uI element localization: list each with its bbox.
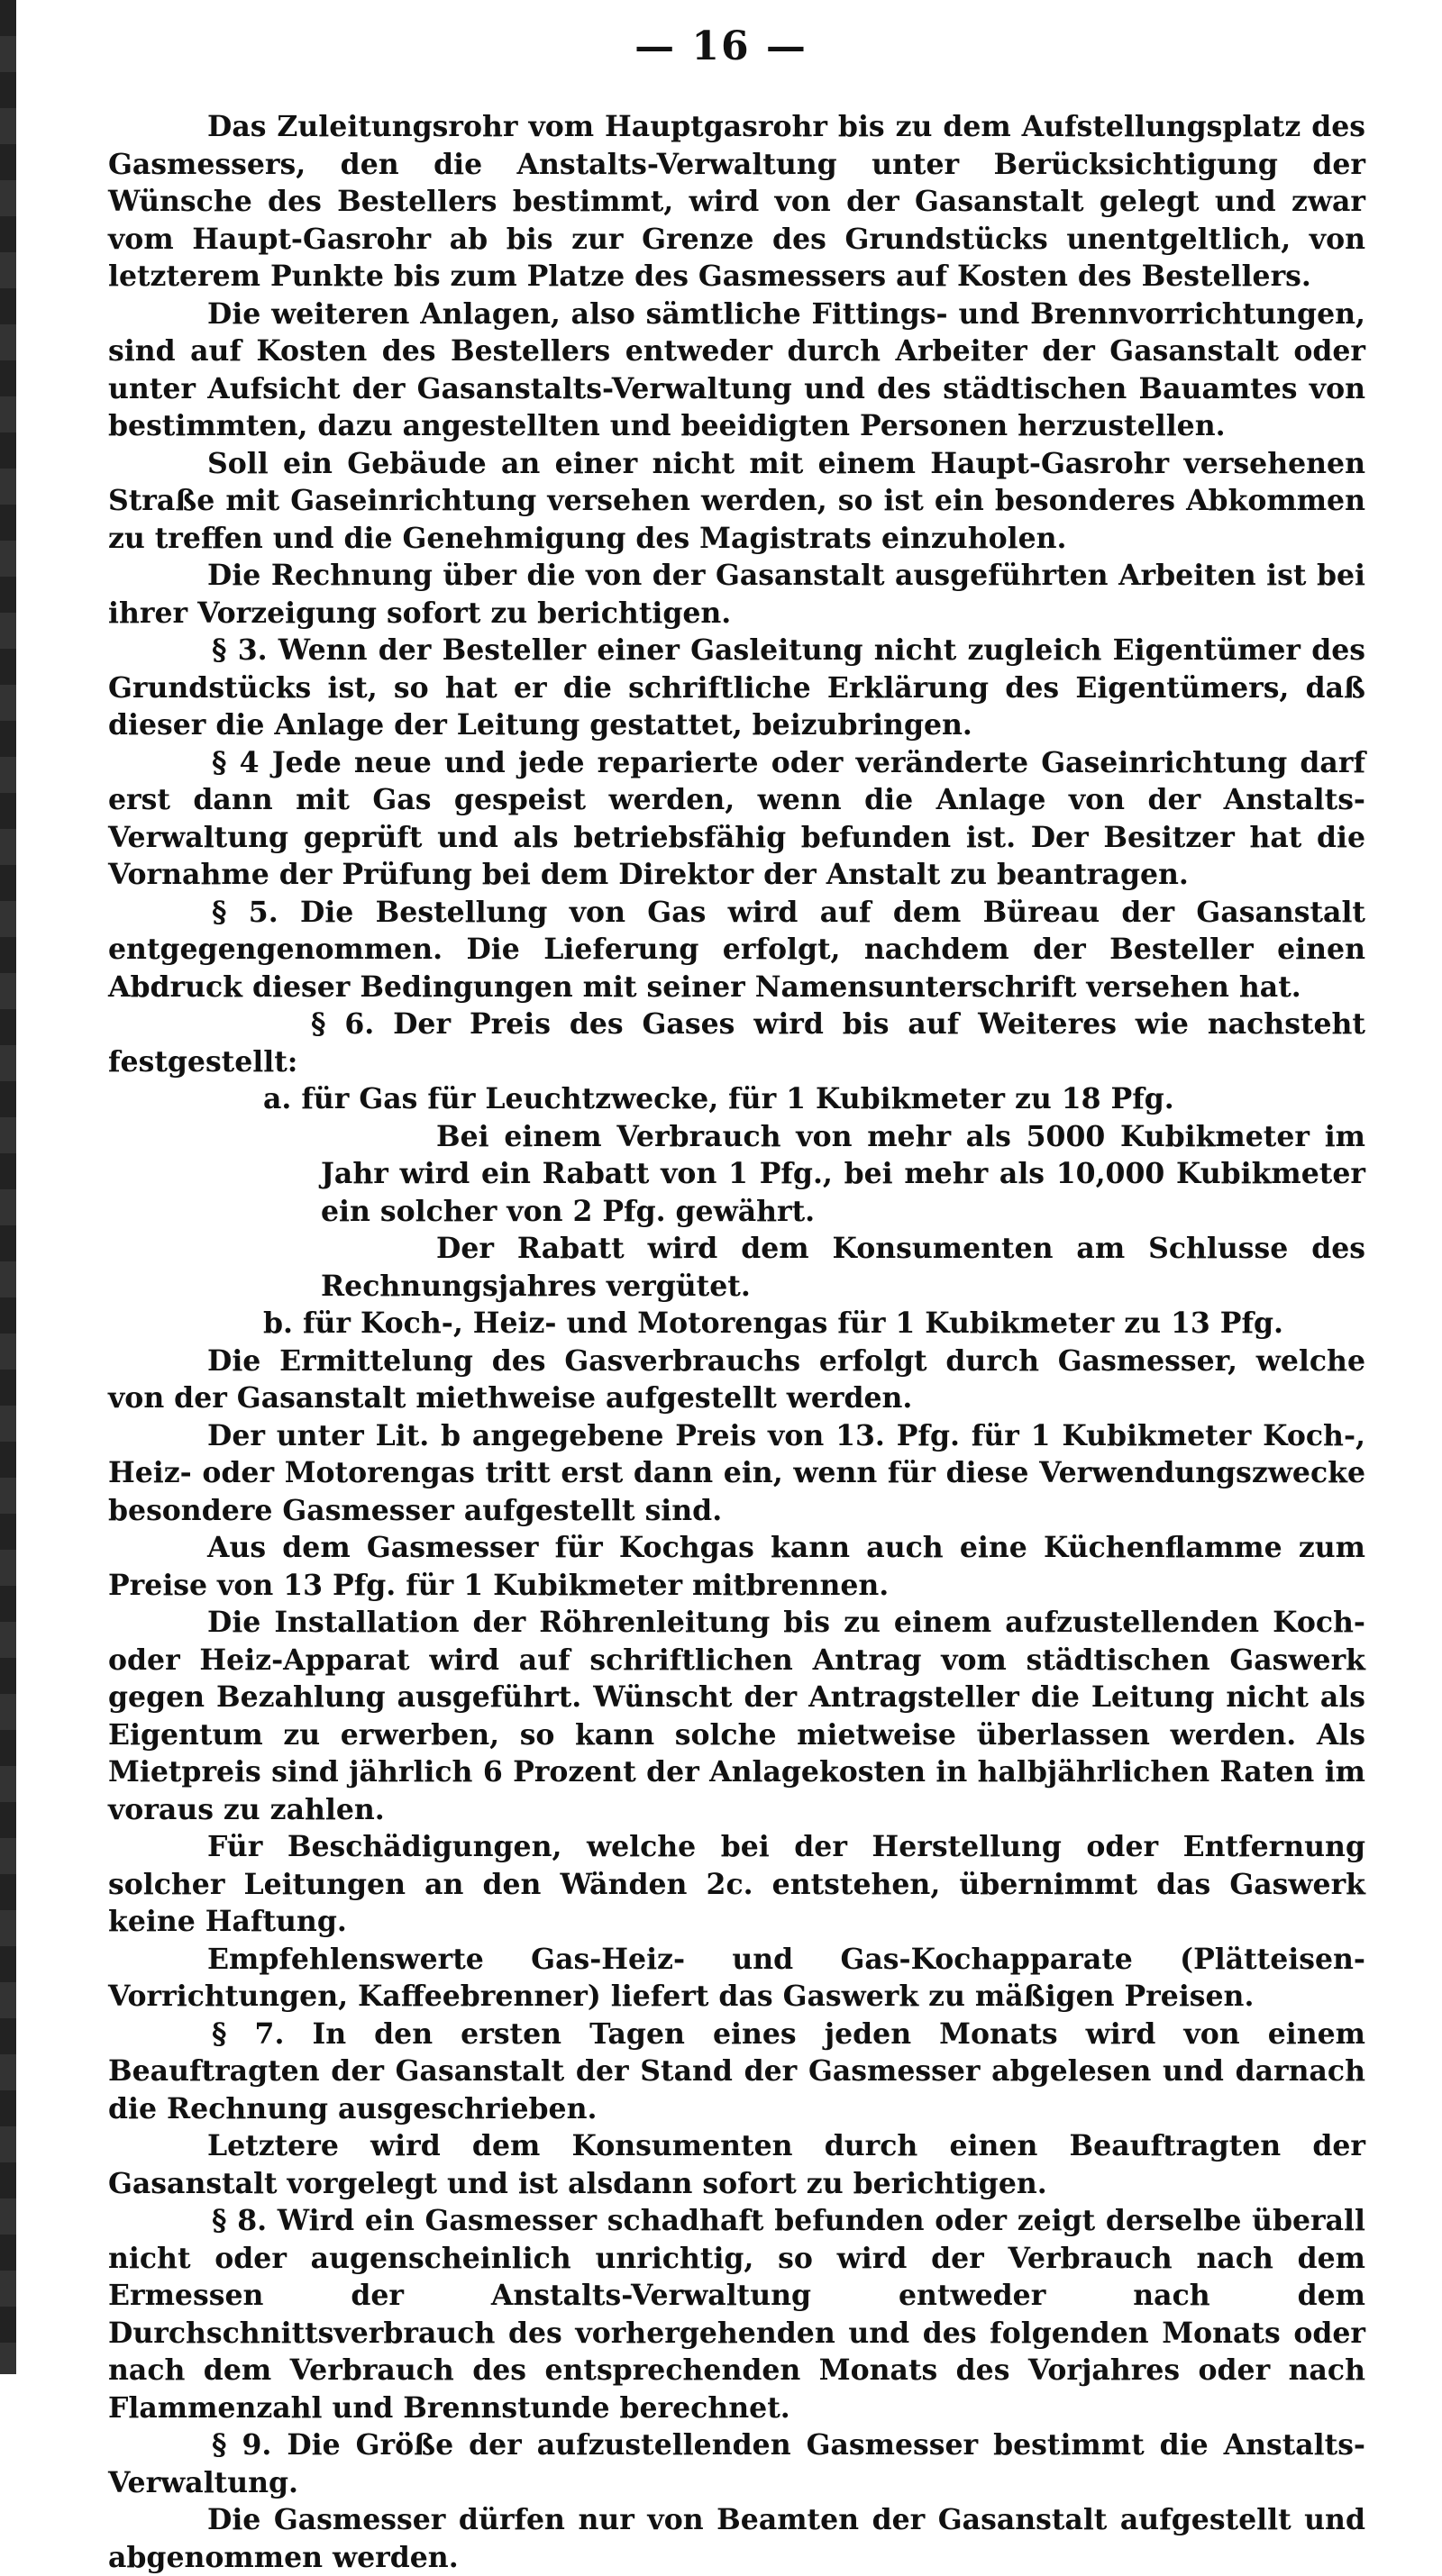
paragraph-building-without-main: Soll ein Gebäude an einer nicht mit einem Haupt-Gasrohr versehenen Straße mit Gaseinrichtung versehen werden, so ist ein besonderes Abkommen zu treffen und die Genehmigung des Magistrats einzuholen. (108, 446, 1365, 555)
section-4: § 4 Jede neue und jede reparierte oder veränderte Gaseinrichtung darf erst dann mit Gas gespeist werden, wenn die Anlage von der Anstalts-Verwaltung geprüft und als betriebsfähig befunden ist. Der Besitzer hat die Vornahme der Prüfung bei dem Direktor der Anstalt zu beantragen. (108, 745, 1365, 891)
paragraph-gas-supply-pipe: Das Zuleitungsrohr vom Hauptgasrohr bis zu dem Aufstellungsplatz des Gasmessers, den die Anstalts-Verwaltung unter Berücksichtigung der Wünsche des Bestellers bestimmt, wird von der Gasanstalt gelegt und zwar vom Haupt-Gasrohr ab bis zur Grenze des Grundstücks unentgeltlich, von letzterem Punkte bis zum Platze des Gasmessers auf Kosten des Bestellers. (108, 110, 1365, 293)
paragraph-kitchen-flame: Aus dem Gasmesser für Kochgas kann auch eine Küchenflamme zum Preise von 13 Pfg. für 1 Kubikmeter mitbrennen. (108, 1531, 1365, 1602)
document-body (108, 108, 1365, 2576)
paragraph-damages: Für Beschädigungen, welche bei der Herstellung oder Entfernung solcher Leitungen an den Wänden 2c. entstehen, übernimmt das Gaswerk keine Haftung. (108, 1830, 1365, 1938)
paragraph-invoice-presentation: Letztere wird dem Konsumenten durch einen Beauftragten der Gasanstalt vorgelegt und ist alsdann sofort zu berichtigen. (108, 2129, 1365, 2200)
page-number: — 16 — (634, 23, 808, 69)
paragraph-meter-installation-staff: Die Gasmesser dürfen nur von Beamten der Gasanstalt aufgestellt und abgenommen werden. (108, 2503, 1365, 2574)
section-8: § 8. Wird ein Gasmesser schadhaft befunden oder zeigt derselbe überall nicht oder augenscheinlich unrichtig, so wird der Verbrauch nach dem Ermessen der Anstalts-Verwaltung entweder nach dem Durchschnittsverbrauch des vorhergehenden und des folgenden Monats oder nach dem Verbrauch des entsprechenden Monats des Vorjahres oder nach Flammenzahl und Brennstunde berechnet. (108, 2204, 1365, 2425)
section-6: § 6. Der Preis des Gases wird bis auf Weiteres wie nachsteht festgestellt: (108, 1007, 1365, 1079)
page-edge-border (0, 0, 16, 2374)
paragraph-further-installations: Die weiteren Anlagen, also sämtliche Fittings- und Brennvorrichtungen, sind auf Kosten des Bestellers entweder durch Arbeiter der Gasanstalt oder unter Aufsicht der Gasanstalts-Verwaltung und des städtischen Bauamtes von bestimmten, dazu angestellten und beeidigten Personen herzustellen. (108, 296, 1365, 442)
paragraph-installation: Die Installation der Röhrenleitung bis zu einem aufzustellenden Koch- oder Heiz-Apparat wird auf schriftlichen Antrag vom städtischen Gaswerk gegen Bezahlung ausgeführt. Wünscht der Antragsteller die Leitung nicht als Eigentum zu erwerben, so kann solche mietweise überlassen werden. Als Mietpreis sind jährlich 6 Prozent der Anlagekosten in halbjährlichen Raten im voraus zu zahlen. (108, 1606, 1365, 1826)
section-5: § 5. Die Bestellung von Gas wird auf dem Büreau der Gasanstalt entgegengenommen. Die Lieferung erfolgt, nachdem der Besteller einen Abdruck dieser Bedingungen mit seiner Namensunterschrift versehen hat. (108, 895, 1365, 1004)
section-6-item-a: a. für Gas für Leuchtzwecke, für 1 Kubikmeter zu 18 Pfg. (263, 1082, 1174, 1115)
section-9: § 9. Die Größe der aufzustellenden Gasmesser bestimmt die Anstalts-Verwaltung. (108, 2428, 1365, 2499)
section-6-rebate (108, 1118, 1365, 1231)
section-6-item-b: b. für Koch-, Heiz- und Motorengas für 1 Kubikmeter zu 13 Pfg. (263, 1306, 1283, 1340)
section-6-rebate-payment-text: Der Rabatt wird dem Konsumenten am Schlusse des Rechnungsjahres vergütet. (321, 1232, 1365, 1303)
paragraph-consumption-measurement: Die Ermittelung des Gasverbrauchs erfolgt durch Gasmesser, welche von der Gasanstalt miethweise aufgestellt werden. (108, 1343, 1365, 1415)
section-6-rebate-payment (108, 1230, 1365, 1305)
section-3: § 3. Wenn der Besteller einer Gasleitung nicht zugleich Eigentümer des Grundstücks ist, so hat er die schriftliche Erklärung des Eigentümers, daß dieser die Anlage der Leitung gestattet, beizubringen. (108, 633, 1365, 742)
paragraph-invoice-settlement: Die Rechnung über die von der Gasanstalt ausgeführten Arbeiten ist bei ihrer Vorzeigung sofort zu berichtigen. (108, 559, 1365, 630)
paragraph-lit-b-price: Der unter Lit. b angegebene Preis von 13. Pfg. für 1 Kubikmeter Koch-, Heiz- oder Motorengas tritt erst dann ein, wenn für diese Verwendungszwecke besondere Gasmesser aufgestellt sind. (108, 1418, 1365, 1527)
paragraph-recommended-apparatus: Empfehlenswerte Gas-Heiz- und Gas-Kochapparate (Plätteisen-Vorrichtungen, Kaffeebrenner) liefert das Gaswerk zu mäßigen Preisen. (108, 1942, 1365, 2013)
section-6-rebate-text: Bei einem Verbrauch von mehr als 5000 Kubikmeter im Jahr wird ein Rabatt von 1 Pfg., bei mehr als 10,000 Kubikmeter ein solcher von 2 Pfg. gewährt. (321, 1119, 1365, 1228)
section-7: § 7. In den ersten Tagen eines jeden Monats wird von einem Beauftragten der Gasanstalt der Stand der Gasmesser abgelesen und darnach die Rechnung ausgeschrieben. (108, 2016, 1365, 2125)
